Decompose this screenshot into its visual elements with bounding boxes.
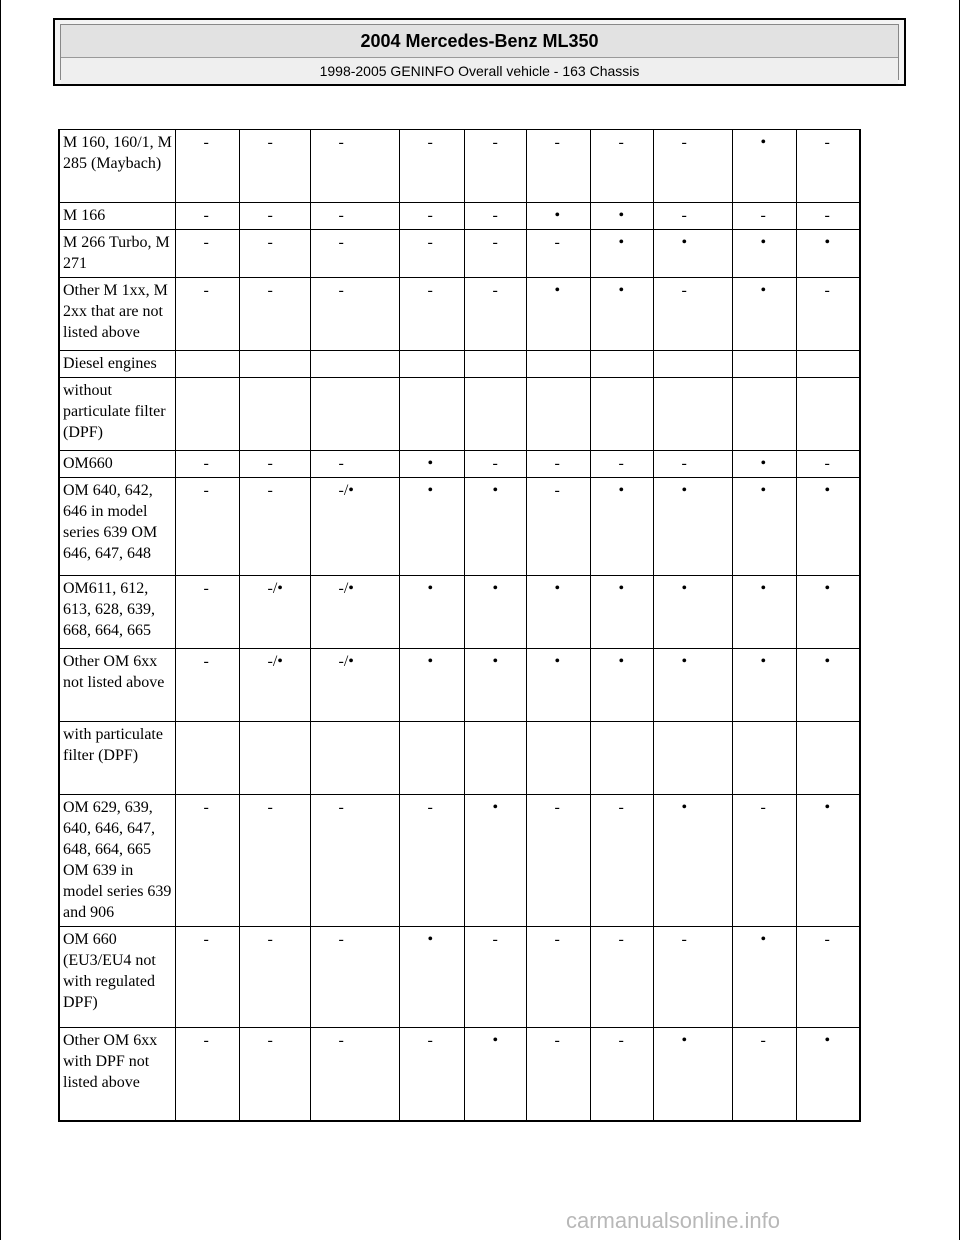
value-cell bbox=[310, 378, 399, 451]
value-cell: - bbox=[590, 795, 653, 927]
value-cell: • bbox=[653, 795, 732, 927]
value-cell bbox=[526, 378, 590, 451]
value-cell: - bbox=[796, 927, 860, 1028]
table-row bbox=[59, 722, 860, 795]
value-cell: • bbox=[526, 278, 590, 351]
value-cell: - bbox=[464, 230, 526, 278]
table-row bbox=[59, 927, 860, 1028]
value-cell: - bbox=[175, 927, 239, 1028]
value-cell: • bbox=[732, 451, 796, 478]
value-cell: • bbox=[464, 795, 526, 927]
value-cell: - bbox=[796, 278, 860, 351]
value-cell: • bbox=[526, 203, 590, 230]
value-cell: - bbox=[175, 278, 239, 351]
value-cell: - bbox=[732, 203, 796, 230]
value-cell bbox=[175, 378, 239, 451]
value-cell: - bbox=[526, 478, 590, 576]
value-cell bbox=[732, 378, 796, 451]
row-label-cell: OM611, 612, 613, 628, 639, 668, 664, 665 bbox=[59, 576, 175, 649]
value-cell bbox=[464, 351, 526, 378]
value-cell: -/• bbox=[239, 576, 310, 649]
value-cell: - bbox=[732, 795, 796, 927]
value-cell: - bbox=[399, 130, 464, 203]
value-cell: • bbox=[653, 478, 732, 576]
value-cell: - bbox=[310, 230, 399, 278]
value-cell: - bbox=[464, 130, 526, 203]
value-cell: • bbox=[796, 576, 860, 649]
value-cell: - bbox=[590, 927, 653, 1028]
value-cell bbox=[239, 722, 310, 795]
row-label-cell: with particulate filter (DPF) bbox=[59, 722, 175, 795]
document-header-inner bbox=[60, 24, 899, 80]
value-cell: - bbox=[590, 130, 653, 203]
value-cell bbox=[732, 722, 796, 795]
value-cell: • bbox=[653, 576, 732, 649]
value-cell: - bbox=[175, 1028, 239, 1121]
value-cell: - bbox=[239, 1028, 310, 1121]
value-cell: • bbox=[399, 576, 464, 649]
row-label-cell: OM660 bbox=[59, 451, 175, 478]
value-cell: • bbox=[526, 576, 590, 649]
value-cell: -/• bbox=[310, 576, 399, 649]
row-label-cell: M 160, 160/1, M 285 (Maybach) bbox=[59, 130, 175, 203]
row-label-cell: Other M 1xx, M 2xx that are not listed above bbox=[59, 278, 175, 351]
value-cell bbox=[399, 722, 464, 795]
value-cell: • bbox=[590, 576, 653, 649]
value-cell bbox=[796, 378, 860, 451]
table-row bbox=[59, 378, 860, 451]
value-cell: -/• bbox=[310, 649, 399, 722]
row-label-cell: Other OM 6xx not listed above bbox=[59, 649, 175, 722]
value-cell: - bbox=[310, 451, 399, 478]
value-cell bbox=[175, 351, 239, 378]
value-cell: - bbox=[464, 278, 526, 351]
value-cell bbox=[310, 722, 399, 795]
value-cell: - bbox=[399, 278, 464, 351]
table-row bbox=[59, 130, 860, 203]
value-cell: • bbox=[732, 130, 796, 203]
value-cell: - bbox=[175, 795, 239, 927]
table-row bbox=[59, 795, 860, 927]
row-label-cell: OM 629, 639, 640, 646, 647, 648, 664, 665 OM 639 in model series 639 and 906 bbox=[59, 795, 175, 927]
value-cell: • bbox=[796, 649, 860, 722]
value-cell: - bbox=[239, 451, 310, 478]
table-row bbox=[59, 278, 860, 351]
value-cell: - bbox=[464, 927, 526, 1028]
value-cell: - bbox=[464, 203, 526, 230]
value-cell bbox=[175, 722, 239, 795]
value-cell: - bbox=[175, 451, 239, 478]
value-cell: • bbox=[732, 649, 796, 722]
value-cell: • bbox=[464, 649, 526, 722]
value-cell bbox=[590, 351, 653, 378]
value-cell: • bbox=[399, 478, 464, 576]
value-cell: - bbox=[526, 230, 590, 278]
watermark-text: carmanualsonline.info bbox=[566, 1208, 781, 1233]
value-cell: - bbox=[239, 230, 310, 278]
value-cell: • bbox=[796, 478, 860, 576]
engine-spec-table bbox=[58, 129, 861, 1122]
value-cell: - bbox=[653, 927, 732, 1028]
value-cell: • bbox=[732, 478, 796, 576]
table-row bbox=[59, 649, 860, 722]
value-cell: • bbox=[526, 649, 590, 722]
table-row bbox=[59, 351, 860, 378]
value-cell: - bbox=[399, 1028, 464, 1121]
value-cell: • bbox=[732, 927, 796, 1028]
value-cell bbox=[399, 378, 464, 451]
value-cell: - bbox=[653, 130, 732, 203]
value-cell bbox=[653, 378, 732, 451]
value-cell bbox=[526, 722, 590, 795]
value-cell: • bbox=[464, 1028, 526, 1121]
value-cell bbox=[464, 378, 526, 451]
table-row bbox=[59, 230, 860, 278]
value-cell: - bbox=[239, 478, 310, 576]
value-cell: - bbox=[590, 451, 653, 478]
value-cell bbox=[590, 378, 653, 451]
value-cell: • bbox=[796, 795, 860, 927]
document-header bbox=[53, 18, 906, 86]
value-cell: - bbox=[175, 478, 239, 576]
value-cell: • bbox=[464, 576, 526, 649]
value-cell: • bbox=[590, 203, 653, 230]
value-cell: • bbox=[796, 1028, 860, 1121]
value-cell: • bbox=[590, 278, 653, 351]
value-cell: - bbox=[526, 451, 590, 478]
value-cell: - bbox=[526, 927, 590, 1028]
value-cell: - bbox=[175, 576, 239, 649]
value-cell bbox=[239, 351, 310, 378]
value-cell: - bbox=[239, 130, 310, 203]
value-cell bbox=[399, 351, 464, 378]
value-cell: • bbox=[732, 230, 796, 278]
document-title: 2004 Mercedes-Benz ML350 bbox=[61, 25, 898, 58]
value-cell: - bbox=[796, 130, 860, 203]
row-label-cell: without particulate filter (DPF) bbox=[59, 378, 175, 451]
value-cell: • bbox=[732, 576, 796, 649]
table-row bbox=[59, 1028, 860, 1121]
document-subtitle: 1998-2005 GENINFO Overall vehicle - 163 Chassis bbox=[61, 58, 898, 84]
value-cell: - bbox=[590, 1028, 653, 1121]
row-label-cell: Diesel engines bbox=[59, 351, 175, 378]
value-cell: • bbox=[399, 451, 464, 478]
value-cell: - bbox=[239, 927, 310, 1028]
value-cell: - bbox=[732, 1028, 796, 1121]
value-cell: - bbox=[796, 451, 860, 478]
value-cell: - bbox=[399, 203, 464, 230]
value-cell bbox=[464, 722, 526, 795]
value-cell: - bbox=[796, 203, 860, 230]
value-cell: • bbox=[653, 649, 732, 722]
table-row bbox=[59, 576, 860, 649]
value-cell: - bbox=[239, 203, 310, 230]
value-cell: - bbox=[310, 203, 399, 230]
table-row bbox=[59, 451, 860, 478]
value-cell: - bbox=[310, 130, 399, 203]
value-cell: - bbox=[526, 1028, 590, 1121]
value-cell: - bbox=[175, 649, 239, 722]
value-cell: • bbox=[590, 230, 653, 278]
value-cell bbox=[732, 351, 796, 378]
value-cell: • bbox=[399, 649, 464, 722]
row-label-cell: OM 640, 642, 646 in model series 639 OM 646, 647, 648 bbox=[59, 478, 175, 576]
table-row bbox=[59, 478, 860, 576]
value-cell: - bbox=[526, 130, 590, 203]
value-cell: • bbox=[653, 230, 732, 278]
value-cell: - bbox=[310, 1028, 399, 1121]
value-cell: - bbox=[239, 278, 310, 351]
value-cell: - bbox=[175, 203, 239, 230]
value-cell bbox=[590, 722, 653, 795]
value-cell: • bbox=[796, 230, 860, 278]
value-cell: - bbox=[399, 230, 464, 278]
row-label-cell: OM 660 (EU3/EU4 not with regulated DPF) bbox=[59, 927, 175, 1028]
table-row bbox=[59, 203, 860, 230]
value-cell bbox=[796, 351, 860, 378]
value-cell: - bbox=[399, 795, 464, 927]
value-cell: • bbox=[732, 278, 796, 351]
value-cell: - bbox=[310, 795, 399, 927]
row-label-cell: Other OM 6xx with DPF not listed above bbox=[59, 1028, 175, 1121]
value-cell bbox=[239, 378, 310, 451]
value-cell: - bbox=[464, 451, 526, 478]
value-cell: - bbox=[175, 130, 239, 203]
row-label-cell: M 166 bbox=[59, 203, 175, 230]
value-cell bbox=[310, 351, 399, 378]
value-cell: - bbox=[310, 278, 399, 351]
value-cell: • bbox=[464, 478, 526, 576]
value-cell: • bbox=[653, 1028, 732, 1121]
value-cell: - bbox=[526, 795, 590, 927]
value-cell bbox=[526, 351, 590, 378]
value-cell: - bbox=[239, 795, 310, 927]
value-cell: - bbox=[653, 203, 732, 230]
value-cell bbox=[796, 722, 860, 795]
value-cell: - bbox=[653, 451, 732, 478]
value-cell: - bbox=[310, 927, 399, 1028]
value-cell: -/• bbox=[310, 478, 399, 576]
value-cell: - bbox=[653, 278, 732, 351]
value-cell: • bbox=[590, 478, 653, 576]
value-cell bbox=[653, 351, 732, 378]
value-cell: • bbox=[590, 649, 653, 722]
value-cell: • bbox=[399, 927, 464, 1028]
row-label-cell: M 266 Turbo, M 271 bbox=[59, 230, 175, 278]
value-cell: -/• bbox=[239, 649, 310, 722]
value-cell bbox=[653, 722, 732, 795]
value-cell: - bbox=[175, 230, 239, 278]
